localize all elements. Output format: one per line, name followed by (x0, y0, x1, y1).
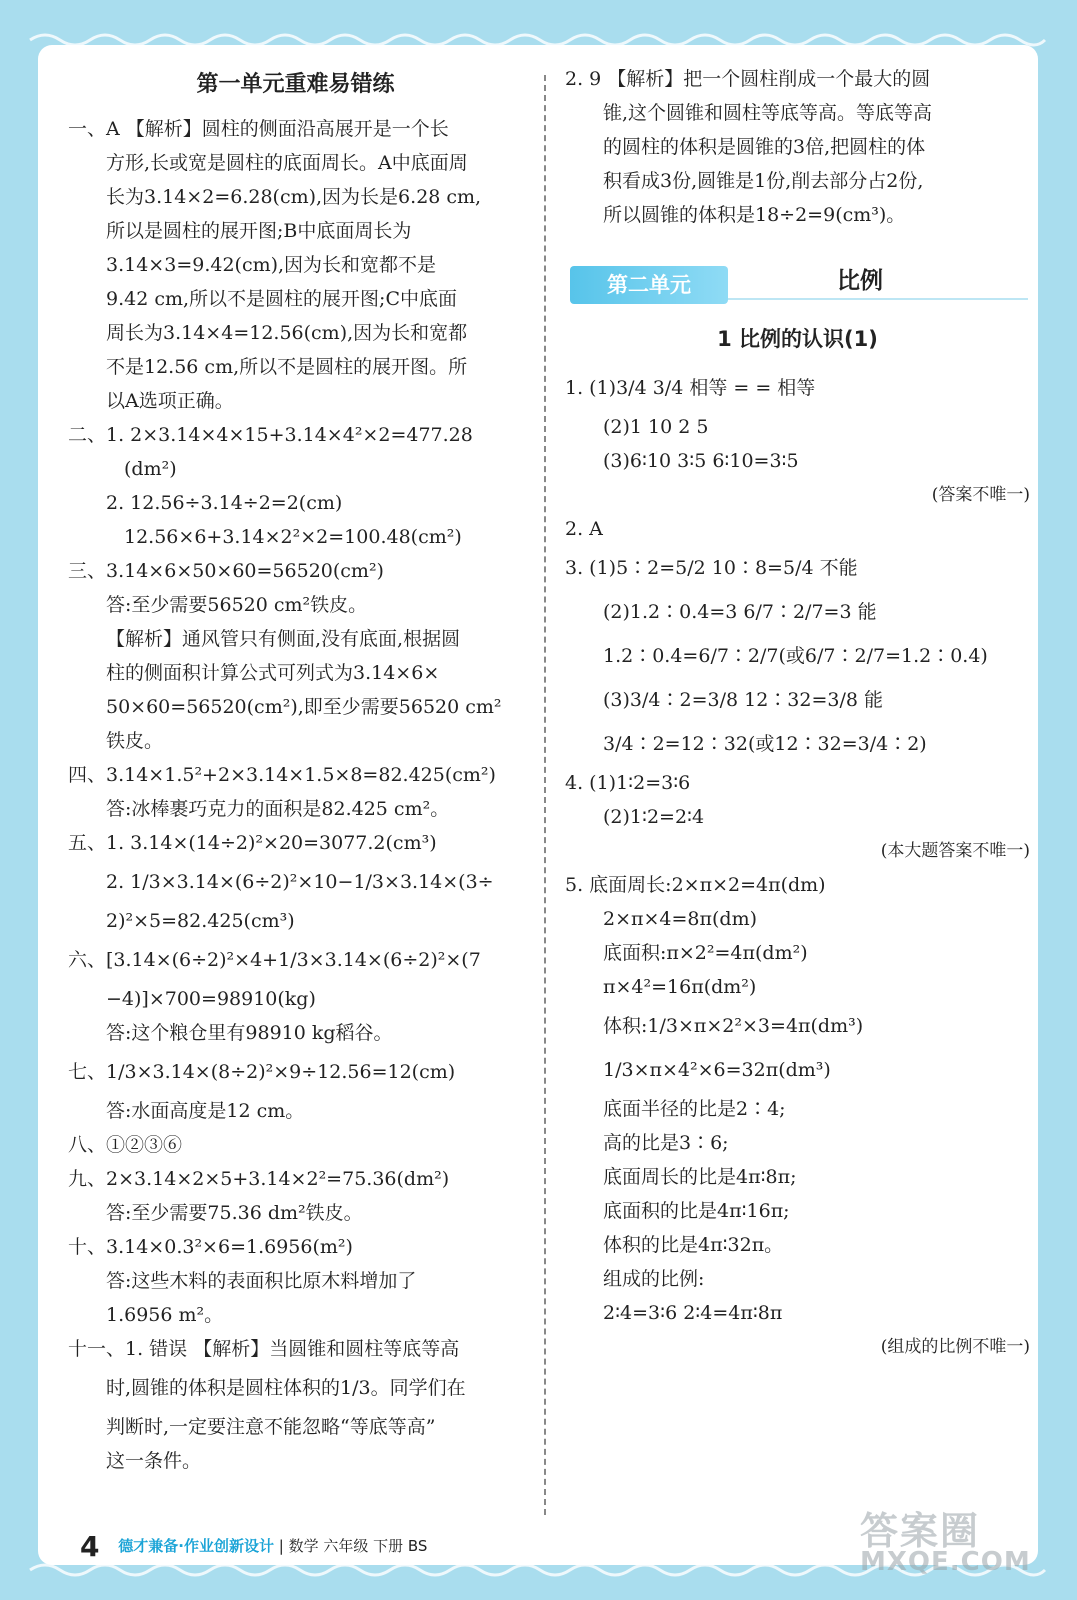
answer-line: 50×60=56520(cm²),即至少需要56520 cm² (106, 696, 502, 718)
footer-separator: | (278, 1537, 289, 1555)
answer-line: 3.14×3=9.42(cm),因为长和宽都不是 (106, 254, 437, 276)
answer-line: 九、2×3.14×2×5+3.14×2²=75.36(dm²) (68, 1168, 450, 1190)
answer-line: (2)1.2∶0.4=3 6/7∶2/7=3 能 (603, 601, 877, 623)
answer-line: 判断时,一定要注意不能忽略“等底等高” (106, 1416, 436, 1438)
answer-line: 四、3.14×1.5²+2×3.14×1.5×8=82.425(cm²) (68, 764, 496, 786)
answer-line: 六、[3.14×(6÷2)²×4+1/3×3.14×(6÷2)²×(7 (68, 949, 481, 971)
answer-line: 锥,这个圆锥和圆柱等底等高。等底等高 (603, 102, 933, 124)
unit-name: 比例 (837, 268, 883, 294)
unit-banner (565, 258, 1030, 314)
note-line: (本大题答案不唯一) (880, 841, 1030, 861)
answer-line: 的圆柱的体积是圆锥的3倍,把圆柱的体 (603, 136, 926, 158)
answer-line: π×4²=16π(dm²) (603, 976, 757, 998)
book-info: 数学 六年级 下册 BS (288, 1537, 428, 1555)
answer-line: 体积的比是4π∶32π。 (603, 1234, 784, 1256)
answer-line: 2∶4=3∶6 2∶4=4π∶8π (603, 1302, 783, 1324)
page-number: 4 (80, 1530, 100, 1563)
answer-line: 2. 1/3×3.14×(6÷2)²×10−1/3×3.14×(3÷ (106, 871, 494, 893)
answer-line: (3)6∶10 3∶5 6∶10=3∶5 (603, 450, 799, 472)
answer-line: 答:这个粮仓里有98910 kg稻谷。 (106, 1022, 393, 1044)
answer-line: 2×π×4=8π(dm) (603, 908, 758, 930)
answer-line: 底面积:π×2²=4π(dm²) (603, 942, 808, 964)
answer-line: 二、1. 2×3.14×4×15+3.14×4²×2=477.28 (68, 424, 473, 446)
answer-line: (dm²) (124, 458, 177, 480)
answer-line: 一、A 【解析】圆柱的侧面沿高展开是一个长 (68, 118, 449, 140)
answer-line: 长为3.14×2=6.28(cm),因为长是6.28 cm, (106, 186, 482, 208)
answer-line: 1.6956 m²。 (106, 1304, 224, 1326)
answer-line: 2. A (565, 518, 603, 540)
unit-underline (728, 298, 1028, 300)
answer-line: 2)²×5=82.425(cm³) (106, 910, 295, 932)
left-column (68, 62, 523, 1478)
answer-line: (2)1 10 2 5 (603, 416, 709, 438)
answer-line: 1.2∶0.4=6/7∶2/7(或6/7∶2/7=1.2∶0.4) (603, 645, 988, 667)
answer-line: 答:冰棒裹巧克力的面积是82.425 cm²。 (106, 798, 450, 820)
answer-line: 答:至少需要75.36 dm²铁皮。 (106, 1202, 363, 1224)
answer-line: 五、1. 3.14×(14÷2)²×20=3077.2(cm³) (68, 832, 437, 854)
note-line: (组成的比例不唯一) (880, 1337, 1030, 1357)
answer-line: 所以圆锥的体积是18÷2=9(cm³)。 (603, 204, 906, 226)
answer-line: 所以是圆柱的展开图;B中底面周长为 (106, 220, 412, 242)
series-name: 德才兼备·作业创新设计 (118, 1537, 274, 1555)
answer-line: 十一、1. 错误 【解析】当圆锥和圆柱等底等高 (68, 1338, 460, 1360)
answer-line: 七、1/3×3.14×(8÷2)²×9÷12.56=12(cm) (68, 1061, 456, 1083)
watermark-line2: MXQE.COM (860, 1547, 1031, 1577)
answer-line: 这一条件。 (106, 1450, 202, 1472)
answer-line: 时,圆锥的体积是圆柱体积的1/3。同学们在 (106, 1377, 466, 1399)
answer-line: 铁皮。 (106, 730, 164, 752)
answer-line: (2)1∶2=2∶4 (603, 806, 705, 828)
answer-line: 组成的比例: (603, 1268, 705, 1290)
section-title: 第一单元重难易错练 (196, 72, 395, 97)
answer-line: 12.56×6+3.14×2²×2=100.48(cm²) (124, 526, 462, 548)
answer-line: 不是12.56 cm,所以不是圆柱的展开图。所 (106, 356, 468, 378)
answer-line: 2. 12.56÷3.14÷2=2(cm) (106, 492, 343, 514)
answer-line: 2. 9 【解析】把一个圆柱削成一个最大的圆 (565, 68, 931, 90)
answer-line: 底面积的比是4π∶16π; (603, 1200, 790, 1222)
lesson-title: 1 比例的认识(1) (717, 327, 878, 351)
right-column (565, 62, 1030, 1364)
answer-line: 5. 底面周长:2×π×2=4π(dm) (565, 874, 826, 896)
answer-line: 答:水面高度是12 cm。 (106, 1100, 305, 1122)
note-line: (答案不唯一) (931, 485, 1030, 505)
answer-line: −4)]×700=98910(kg) (106, 988, 316, 1010)
column-divider (544, 75, 546, 1515)
answer-line: 4. (1)1∶2=3∶6 (565, 772, 691, 794)
answer-line: 1/3×π×4²×6=32π(dm³) (603, 1059, 831, 1081)
answer-line: 答:这些木料的表面积比原木料增加了 (106, 1270, 417, 1292)
answer-line: 3/4∶2=12∶32(或12∶32=3/4∶2) (603, 733, 927, 755)
answer-line: 八、①②③⑥ (68, 1134, 183, 1156)
answer-line: 方形,长或宽是圆柱的底面周长。A中底面周 (106, 152, 468, 174)
answer-line: 三、3.14×6×50×60=56520(cm²) (68, 560, 384, 582)
answer-line: 3. (1)5∶2=5/2 10∶8=5/4 不能 (565, 557, 858, 579)
watermark (860, 1500, 1031, 1577)
answer-line: 9.42 cm,所以不是圆柱的展开图;C中底面 (106, 288, 457, 310)
answer-line: 答:至少需要56520 cm²铁皮。 (106, 594, 368, 616)
unit-label: 第二单元 (570, 266, 728, 304)
answer-line: 积看成3份,圆锥是1份,削去部分占2份, (603, 170, 924, 192)
answer-line: 体积:1/3×π×2²×3=4π(dm³) (603, 1015, 864, 1037)
page-footer (80, 1530, 427, 1563)
answer-line: 柱的侧面积计算公式可列式为3.14×6× (106, 662, 440, 684)
answer-line: 高的比是3∶6; (603, 1132, 729, 1154)
answer-line: 【解析】通风管只有侧面,没有底面,根据圆 (106, 628, 461, 650)
answer-line: (3)3/4∶2=3/8 12∶32=3/8 能 (603, 689, 884, 711)
answer-line: 以A选项正确。 (106, 390, 234, 412)
watermark-line1: 答案圈 (860, 1509, 981, 1553)
answer-line: 底面半径的比是2∶4; (603, 1098, 786, 1120)
answer-line: 周长为3.14×4=12.56(cm),因为长和宽都 (106, 322, 468, 344)
answer-line: 底面周长的比是4π∶8π; (603, 1166, 797, 1188)
answer-line: 十、3.14×0.3²×6=1.6956(m²) (68, 1236, 353, 1258)
answer-line: 1. (1)3/4 3/4 相等 = = 相等 (565, 377, 816, 399)
